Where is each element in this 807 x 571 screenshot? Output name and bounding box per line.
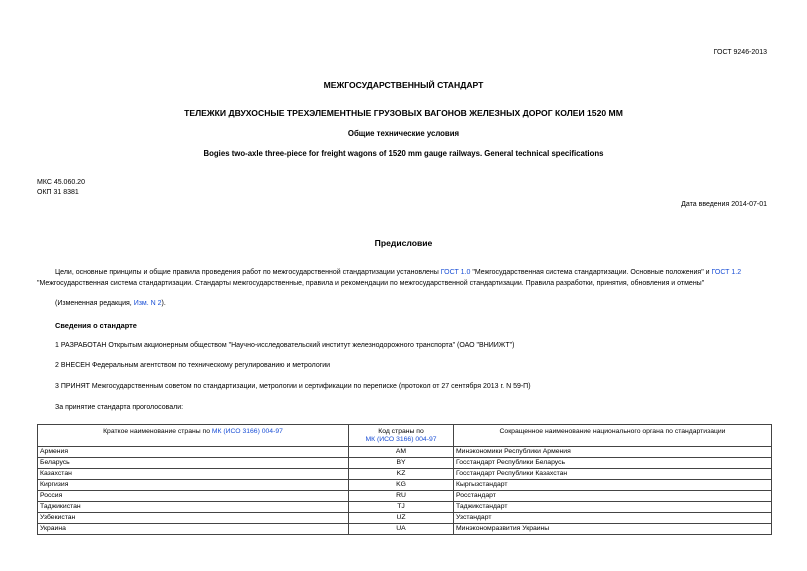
country-code: TJ — [349, 502, 454, 513]
voting-countries-table — [37, 424, 772, 535]
header-country-name: Краткое наименование страны по МК (ИСО 3166) 004-97 — [38, 425, 349, 447]
table-row — [38, 480, 772, 491]
standards-body: Кыргызстандарт — [454, 480, 772, 491]
table-row — [38, 513, 772, 524]
header-standards-body: Сокращенное наименование национального органа по стандартизации — [454, 425, 772, 447]
country-name: Украина — [38, 524, 349, 535]
standards-body: Минэкономразвития Украины — [454, 524, 772, 535]
foreword-heading: Предисловие — [374, 238, 433, 248]
amend-pre: (Измененная редакция, — [55, 300, 132, 307]
mk-iso-3166-link-1[interactable]: МК (ИСО 3166) 004-97 — [211, 428, 283, 435]
country-name: Киргизия — [38, 480, 349, 491]
standards-body: Росстандарт — [454, 491, 772, 502]
document-title-ru: ТЕЛЕЖКИ ДВУХОСНЫЕ ТРЕХЭЛЕМЕНТНЫЕ ГРУЗОВЫХ ВАГОНОВ ЖЕЛЕЗНЫХ ДОРОГ КОЛЕИ 1520 ММ — [184, 108, 623, 118]
gost-1-0-link[interactable]: ГОСТ 1.0 — [440, 269, 471, 276]
country-code: BY — [349, 458, 454, 469]
country-name: Беларусь — [38, 458, 349, 469]
country-name: Узбекистан — [38, 513, 349, 524]
document-title-en: Bogies two-axle three-piece for freight wagons of 1520 mm gauge railways. General technical specifications — [203, 149, 604, 158]
table-row — [38, 469, 772, 480]
mk-iso-3166-link-2[interactable]: МК (ИСО 3166) 004-97 — [365, 436, 437, 443]
country-name: Россия — [38, 491, 349, 502]
standards-body: Госстандарт Республики Беларусь — [454, 458, 772, 469]
country-code: KZ — [349, 469, 454, 480]
amendment-note — [55, 300, 166, 307]
voted-label: За принятие стандарта проголосовали: — [55, 404, 184, 411]
country-code: UA — [349, 524, 454, 535]
document-code: ГОСТ 9246-2013 — [713, 49, 767, 56]
standards-body: Таджикстандарт — [454, 502, 772, 513]
table-row — [38, 491, 772, 502]
document-subtitle-ru: Общие технические условия — [347, 129, 460, 138]
para1-text2: "Межгосударственная система стандартизации. Основные положения" и — [472, 269, 710, 276]
standards-body: Узстандарт — [454, 513, 772, 524]
standard-heading: МЕЖГОСУДАРСТВЕННЫЙ СТАНДАРТ — [323, 80, 484, 90]
country-code: RU — [349, 491, 454, 502]
table-row — [38, 458, 772, 469]
header-country-code: Код страны по МК (ИСО 3166) 004-97 — [349, 425, 454, 447]
gost-1-2-link[interactable]: ГОСТ 1.2 — [711, 269, 742, 276]
item-developed: 1 РАЗРАБОТАН Открытым акционерным обществом "Научно-исследовательский институт железнодорожного транспорта" (ОАО "ВНИИЖТ") — [55, 342, 515, 349]
foreword-paragraph-line2: "Межгосударственная система стандартизации. Стандарты межгосударственные, правила и рекомендации по межгосударственной стандартизации. Правила разработки, принятия, обновления и отмены" — [37, 280, 705, 287]
amendment-2-link[interactable]: Изм. N 2 — [133, 300, 162, 307]
country-name: Казахстан — [38, 469, 349, 480]
item-submitted: 2 ВНЕСЕН Федеральным агентством по техническому регулированию и метрологии — [55, 362, 331, 369]
standards-body: Минэкономики Республики Армения — [454, 447, 772, 458]
country-name: Таджикистан — [38, 502, 349, 513]
country-code: AM — [349, 447, 454, 458]
country-code: UZ — [349, 513, 454, 524]
table-row — [38, 502, 772, 513]
table-row — [38, 524, 772, 535]
country-code: KG — [349, 480, 454, 491]
para1-text1: Цели, основные принципы и общие правила проведения работ по межгосударственной стандартизации установлены — [55, 269, 439, 276]
amend-post: ). — [161, 300, 166, 307]
table-header-row — [38, 425, 772, 447]
country-name: Армения — [38, 447, 349, 458]
introduction-date: Дата введения 2014-07-01 — [681, 201, 767, 208]
standards-body: Госстандарт Республики Казахстан — [454, 469, 772, 480]
item-adopted: 3 ПРИНЯТ Межгосударственным советом по стандартизации, метрологии и сертификации по переписке (протокол от 27 сентября 2013 г. N 59-П) — [55, 383, 531, 390]
table-row — [38, 447, 772, 458]
about-standard-heading: Сведения о стандарте — [55, 321, 137, 330]
foreword-paragraph-line1 — [55, 269, 741, 276]
mks-code: МКС 45.060.20 — [37, 179, 85, 186]
okp-code: ОКП 31 8381 — [37, 189, 79, 196]
